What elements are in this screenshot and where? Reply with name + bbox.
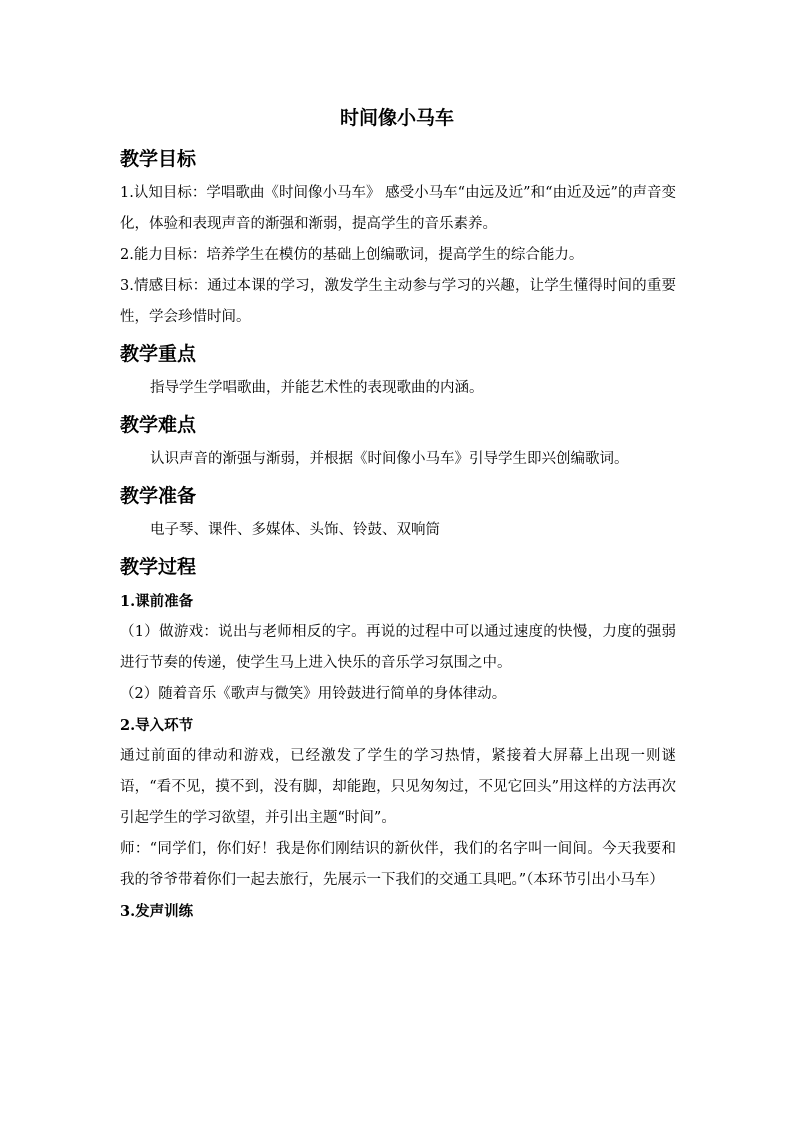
- goal-item-emotion: 3.情感目标：通过本课的学习，激发学生主动参与学习的兴趣，让学生懂得时间的重要性，学会珍惜时间。: [120, 278, 676, 325]
- process-step2-item-2: 师：“同学们，你们好！我是你们刚结识的新伙伴，我们的名字叫一间间。今天我要和我的爷爷带着你们一起去旅行，先展示一下我们的交通工具吧。”（本环节引出小马车）: [120, 841, 676, 888]
- section-heading-difficulties: 教学难点: [120, 414, 197, 436]
- difficulties-text: 认识声音的渐强与渐弱，并根据《时间像小马车》引导学生即兴创编歌词。: [150, 451, 629, 467]
- process-step1-item-1: （1）做游戏：说出与老师相反的字。再说的过程中可以通过速度的快慢，力度的强弱进行节奏的传递，使学生马上进入快乐的音乐学习氛围之中。: [120, 624, 676, 671]
- goal-item-ability: 2.能力目标：培养学生在模仿的基础上创编歌词，提高学生的综合能力。: [120, 247, 584, 263]
- section-heading-goals: 教学目标: [120, 148, 197, 170]
- process-step1-item-2: （2）随着音乐《歌声与微笑》用铃鼓进行简单的身体律动。: [120, 686, 507, 702]
- document-body: [120, 142, 676, 927]
- goal-item-cognitive: 1.认知目标：学唱歌曲《时间像小马车》 感受小马车“由远及近”和“由近及远”的声音变化，体验和表现声音的渐强和渐弱，提高学生的音乐素养。: [120, 185, 676, 232]
- process-step2-heading: 2.导入环节: [120, 717, 194, 734]
- key-points-text: 指导学生学唱歌曲，并能艺术性的表现歌曲的内涵。: [150, 380, 484, 396]
- process-step3-heading: 3.发声训练: [120, 903, 194, 920]
- section-heading-process: 教学过程: [120, 556, 197, 578]
- preparation-text: 电子琴、课件、多媒体、头饰、铃鼓、双响筒: [150, 522, 440, 538]
- process-step1-heading: 1.课前准备: [120, 593, 194, 610]
- process-step2-item-1: 通过前面的律动和游戏，已经激发了学生的学习热情，紧接着大屏幕上出现一则谜语，“看不见，摸不到，没有脚，却能跑，只见匆匆过，不见它回头”用这样的方法再次引起学生的学习欲望，并引出主题“时间”。: [120, 748, 676, 826]
- section-heading-preparation: 教学准备: [120, 485, 197, 507]
- page-title: 时间像小马车: [339, 107, 454, 129]
- section-heading-key-points: 教学重点: [120, 343, 197, 365]
